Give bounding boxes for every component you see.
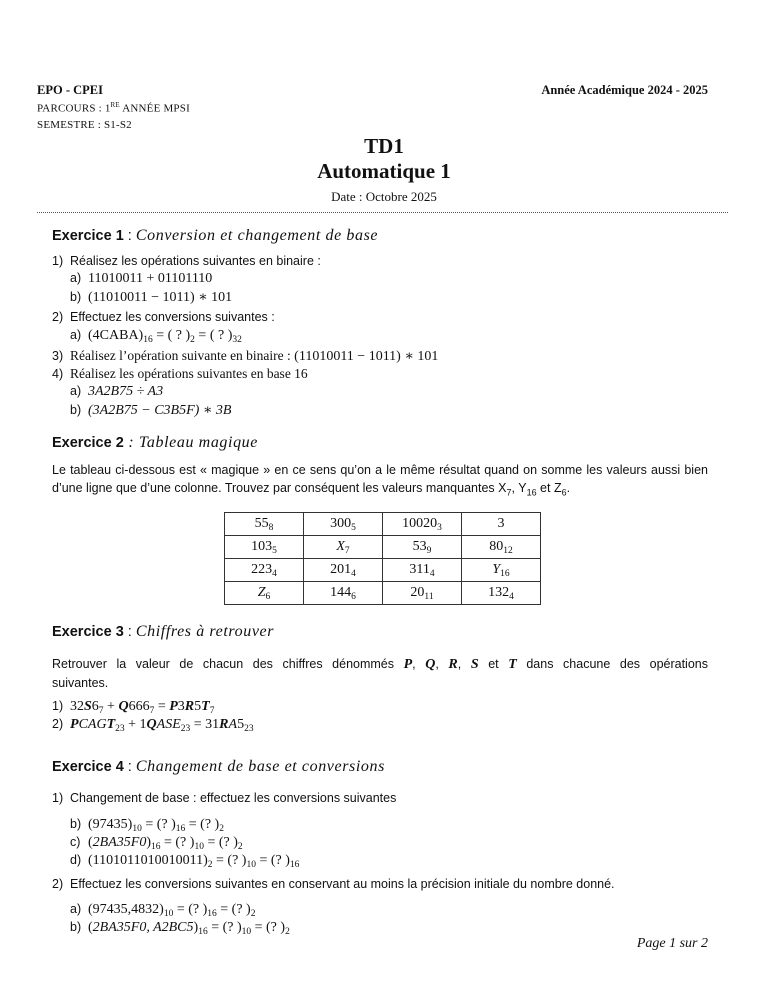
q-text: Effectuez les conversions suivantes en conservant au moins la précision initiale du nombre donné. xyxy=(70,877,615,891)
subscript: 32 xyxy=(232,335,242,345)
q-num: 2) xyxy=(52,717,64,731)
exercise-label: Exercice 2 xyxy=(52,435,124,451)
math-segment: , xyxy=(435,657,449,671)
page-number: Page 1 sur 2 xyxy=(636,936,708,951)
math-segment: Q xyxy=(118,699,129,714)
subscript: 5 xyxy=(272,545,277,556)
math-segment: X xyxy=(336,538,345,554)
q-num: b) xyxy=(70,920,82,934)
ex4-q2b xyxy=(70,920,290,937)
math-segment: = (? ) xyxy=(173,902,208,917)
q-num: 2) xyxy=(52,310,64,324)
table-cell xyxy=(225,536,304,559)
doc-title: TD1 xyxy=(364,134,404,158)
subscript: 16 xyxy=(207,909,217,919)
q-math xyxy=(294,349,438,364)
math-segment: R xyxy=(448,657,458,672)
math-segment: Q xyxy=(146,717,157,732)
math-segment: S xyxy=(470,657,479,672)
math-segment: = (? ) xyxy=(255,853,290,868)
math-segment: 3 xyxy=(177,699,185,714)
ex3-q1 xyxy=(52,699,214,716)
sep: : xyxy=(123,228,136,244)
q-num: 4) xyxy=(52,367,64,381)
math-segment: 11010011 + 01101110 xyxy=(88,271,213,286)
math-segment: 5 xyxy=(237,717,245,732)
math-segment: (11010011 − 1011) ∗ 101 xyxy=(294,349,439,364)
q-num: 3) xyxy=(52,349,64,363)
math-segment: 80 xyxy=(489,538,504,554)
q-num: d) xyxy=(70,853,82,867)
math-segment: = ( ? ) xyxy=(194,328,233,343)
q-num: a) xyxy=(70,902,82,916)
q-text: Changement de base : effectuez les conversions suivantes xyxy=(70,791,397,805)
q-num: a) xyxy=(70,384,82,398)
math-segment: 3 xyxy=(497,516,505,531)
math-segment: T xyxy=(508,657,517,672)
table-cell xyxy=(462,536,541,559)
table-cell xyxy=(304,559,383,582)
subscript: 4 xyxy=(509,591,514,602)
subscript: 5 xyxy=(351,522,356,533)
math-segment: = (? ) xyxy=(160,835,195,850)
ex1-q2a xyxy=(70,328,242,345)
subscript: 4 xyxy=(272,568,277,579)
math-segment: 223 xyxy=(251,561,273,577)
math-segment: = (? ) xyxy=(141,817,176,832)
table-cell xyxy=(462,582,541,605)
math-segment: = (? ) xyxy=(216,902,251,917)
subscript: 6 xyxy=(265,591,271,602)
table-row xyxy=(225,513,541,536)
q-num: b) xyxy=(70,290,82,304)
math-segment: = ( ? ) xyxy=(152,328,191,343)
subscript: 2 xyxy=(250,909,256,919)
subscript: 2 xyxy=(237,842,243,852)
q-num: b) xyxy=(70,403,82,417)
para-text: Le tableau ci-dessous est « magique » en ce sens qu’on a le même résultat quand on somme les valeurs aussi bien d’une ligne que d’une colonne. Trouvez par conséquent les valeurs manquantes X xyxy=(52,463,708,495)
table-cell xyxy=(304,513,383,536)
subscript: 11 xyxy=(424,591,434,602)
q-math xyxy=(88,403,231,418)
ex1-q1 xyxy=(52,254,321,268)
math-segment: P xyxy=(403,657,413,672)
school-name: EPO - CPEI xyxy=(37,83,103,97)
parcours xyxy=(37,101,190,115)
table-cell xyxy=(304,536,383,559)
subscript: 16 xyxy=(198,927,208,937)
subscript: 16 xyxy=(143,335,153,345)
math-segment: 3A2B75 ÷ A3 xyxy=(88,384,164,399)
q-math xyxy=(88,271,212,286)
subscript: 2 xyxy=(190,335,195,345)
math-segment: = (? ) xyxy=(212,853,247,868)
math-segment: = (? ) xyxy=(203,835,238,850)
exercise-label: Exercice 4 xyxy=(52,759,124,775)
parcours-sup: RE xyxy=(110,101,120,109)
sep: : xyxy=(123,624,136,640)
math-segment: + xyxy=(103,699,119,714)
math-segment: (1101011010010011) xyxy=(88,853,208,868)
math-segment: ( xyxy=(88,920,93,935)
math-segment: Retrouver la valeur de chacun des chiffres dénommés xyxy=(52,657,404,671)
math-segment: 103 xyxy=(251,538,273,554)
subscript: 10 xyxy=(194,842,204,852)
math-segment: ) xyxy=(146,835,151,850)
exercise-topic: Chiffres à retrouver xyxy=(135,623,275,640)
q-math xyxy=(88,290,232,305)
q-num: 1) xyxy=(52,254,64,268)
subscript: 23 xyxy=(180,724,191,734)
subscript: 6 xyxy=(351,591,356,602)
q-math xyxy=(88,328,242,343)
math-segment: 53 xyxy=(412,538,427,554)
math-segment: 6 xyxy=(91,699,99,714)
subscript: 3 xyxy=(437,522,442,533)
math-segment: = (? ) xyxy=(207,920,242,935)
math-segment: 10020 xyxy=(402,515,438,531)
divider xyxy=(37,212,728,213)
subscript: 10 xyxy=(246,860,256,870)
ex4-q1d xyxy=(70,853,299,870)
math-segment: 144 xyxy=(330,584,352,600)
math-segment: = (? ) xyxy=(185,817,220,832)
subscript: 16 xyxy=(175,824,186,834)
table-cell xyxy=(225,559,304,582)
math-segment: P xyxy=(169,699,178,714)
parcours-label: PARCOURS : 1 xyxy=(37,102,111,115)
subscript: 9 xyxy=(426,545,432,556)
exercise-4-heading xyxy=(52,758,385,776)
sub-z: 6 xyxy=(561,487,567,498)
subscript: 7 xyxy=(344,545,350,556)
subscript: 23 xyxy=(115,724,125,734)
q-math xyxy=(88,384,163,399)
sub-y: 16 xyxy=(526,487,537,498)
math-segment: = 31 xyxy=(190,717,220,732)
math-segment: = (? ) xyxy=(251,920,286,935)
math-segment: 5 xyxy=(194,699,202,714)
table-cell xyxy=(225,582,304,605)
ex3-paragraph xyxy=(52,655,708,692)
q-num: 2) xyxy=(52,877,64,891)
math-segment: 666 xyxy=(128,699,150,714)
table-cell xyxy=(304,582,383,605)
sep: : xyxy=(123,434,139,451)
ex1-q2 xyxy=(52,310,275,324)
magic-table xyxy=(224,512,541,605)
table-row xyxy=(225,536,541,559)
math-segment: 55 xyxy=(254,515,269,531)
exercise-1-heading xyxy=(52,227,378,245)
ex4-q1b xyxy=(70,817,224,834)
exercise-label: Exercice 1 xyxy=(52,228,124,244)
q-text: Effectuez les conversions suivantes : xyxy=(70,310,275,324)
math-segment: (11010011 − 1011) ∗ 101 xyxy=(88,290,233,305)
subscript: 10 xyxy=(241,927,252,937)
ex1-q4 xyxy=(52,366,308,382)
subscript: 2 xyxy=(207,860,213,870)
q-num: a) xyxy=(70,328,82,342)
math-segment: 2BA35F0, A2BC5 xyxy=(92,920,194,935)
math-segment: 20 xyxy=(410,584,425,600)
table-row xyxy=(225,582,541,605)
subscript: 12 xyxy=(503,545,513,556)
ex1-q4b xyxy=(70,402,231,419)
math-segment: (97435,4832) xyxy=(88,902,164,917)
academic-year: Année Académique 2024 - 2025 xyxy=(541,83,708,97)
math-segment: R xyxy=(219,717,229,732)
math-segment: (97435) xyxy=(88,817,133,832)
subscript: 7 xyxy=(149,706,155,716)
q-num: 1) xyxy=(52,699,64,713)
exercise-3-heading xyxy=(52,623,274,641)
ex1-q1b xyxy=(70,289,232,306)
q-text: Réalisez les opérations suivantes en base 16 xyxy=(70,366,308,381)
exercise-topic: Tableau magique xyxy=(138,434,258,451)
math-segment: Y xyxy=(492,561,501,577)
table-cell xyxy=(383,513,462,536)
subscript: 16 xyxy=(500,568,510,579)
math-segment: S xyxy=(84,699,92,714)
q-num: b) xyxy=(70,817,82,831)
math-segment: 2BA35F0 xyxy=(92,835,147,850)
ex4-q2 xyxy=(52,877,615,891)
math-segment: 132 xyxy=(488,584,510,600)
subscript: 7 xyxy=(209,706,215,716)
semestre: SEMESTRE : S1-S2 xyxy=(37,119,132,131)
subscript: 4 xyxy=(429,568,435,579)
sep: : xyxy=(123,759,136,775)
exercise-label: Exercice 3 xyxy=(52,624,124,640)
q-math xyxy=(88,902,255,917)
math-segment: T xyxy=(106,717,116,732)
math-segment: (3A2B75 − C3B5F) ∗ 3B xyxy=(88,403,232,418)
math-segment: , xyxy=(412,657,426,671)
math-segment: + 1 xyxy=(124,717,147,732)
parcours-level: ANNÉE MPSI xyxy=(119,102,190,115)
doc-subtitle: Automatique 1 xyxy=(317,159,451,183)
table-cell xyxy=(383,582,462,605)
exercise-topic: Changement de base et conversions xyxy=(135,758,385,775)
q-math xyxy=(88,920,290,935)
ex1-q1a xyxy=(70,271,212,287)
subscript: 10 xyxy=(132,824,142,834)
q-math xyxy=(70,699,214,714)
math-segment: ( xyxy=(88,835,93,850)
subscript: 10 xyxy=(163,909,174,919)
subscript: 16 xyxy=(151,842,161,852)
ex1-q3 xyxy=(52,348,438,365)
ex4-q1 xyxy=(52,791,396,805)
doc-date: Date : Octobre 2025 xyxy=(331,189,437,204)
ex4-q1c xyxy=(70,835,243,852)
subscript: 4 xyxy=(351,568,356,579)
table-cell xyxy=(383,559,462,582)
math-segment: ) xyxy=(193,920,199,935)
table-row xyxy=(225,559,541,582)
math-segment: et xyxy=(478,657,509,671)
math-segment: A xyxy=(228,717,238,732)
math-segment: dans chacune des opérations suivantes. xyxy=(52,657,708,690)
math-segment: R xyxy=(184,699,195,714)
math-segment: Z xyxy=(257,584,266,600)
math-segment: 32 xyxy=(70,699,84,714)
math-segment: 300 xyxy=(330,515,352,531)
table-cell xyxy=(462,559,541,582)
subscript: 8 xyxy=(268,522,274,533)
subscript: 2 xyxy=(285,927,290,937)
q-math xyxy=(70,717,254,732)
math-segment: 311 xyxy=(409,561,430,577)
para-text: . xyxy=(566,481,571,495)
ex2-paragraph xyxy=(52,461,708,502)
q-math xyxy=(88,835,243,850)
q-num: 1) xyxy=(52,791,64,805)
ex1-q4a xyxy=(70,384,163,400)
math-segment: (4CABA) xyxy=(88,328,144,343)
table-cell xyxy=(462,513,541,536)
table-cell xyxy=(383,536,462,559)
ex3-q2 xyxy=(52,717,254,734)
exercise-2-heading xyxy=(52,434,258,452)
ex4-q2a xyxy=(70,902,255,919)
subscript: 16 xyxy=(289,860,300,870)
q-math xyxy=(88,853,299,868)
para-text: et Z xyxy=(536,481,562,495)
q-math xyxy=(88,817,224,832)
exercise-topic: Conversion et changement de base xyxy=(135,227,379,244)
math-segment: P xyxy=(70,717,79,732)
subscript: 23 xyxy=(244,724,254,734)
sub-x: 7 xyxy=(506,487,512,498)
q-num: a) xyxy=(70,271,82,285)
math-segment: CAG xyxy=(78,717,107,732)
table-cell xyxy=(225,513,304,536)
math-segment: ASE xyxy=(156,717,181,732)
subscript: 2 xyxy=(219,824,224,834)
q-text: Réalisez les opérations suivantes en binaire : xyxy=(70,254,321,268)
para-text: , Y xyxy=(511,481,527,495)
math-segment: Q xyxy=(425,657,436,672)
q-text: Réalisez l’opération suivante en binaire : xyxy=(70,348,295,363)
math-segment: , xyxy=(457,657,471,671)
q-num: c) xyxy=(70,835,81,849)
subscript: 7 xyxy=(98,706,104,716)
math-segment: = xyxy=(154,699,170,714)
math-segment: T xyxy=(201,699,210,714)
math-segment: 201 xyxy=(330,561,352,577)
